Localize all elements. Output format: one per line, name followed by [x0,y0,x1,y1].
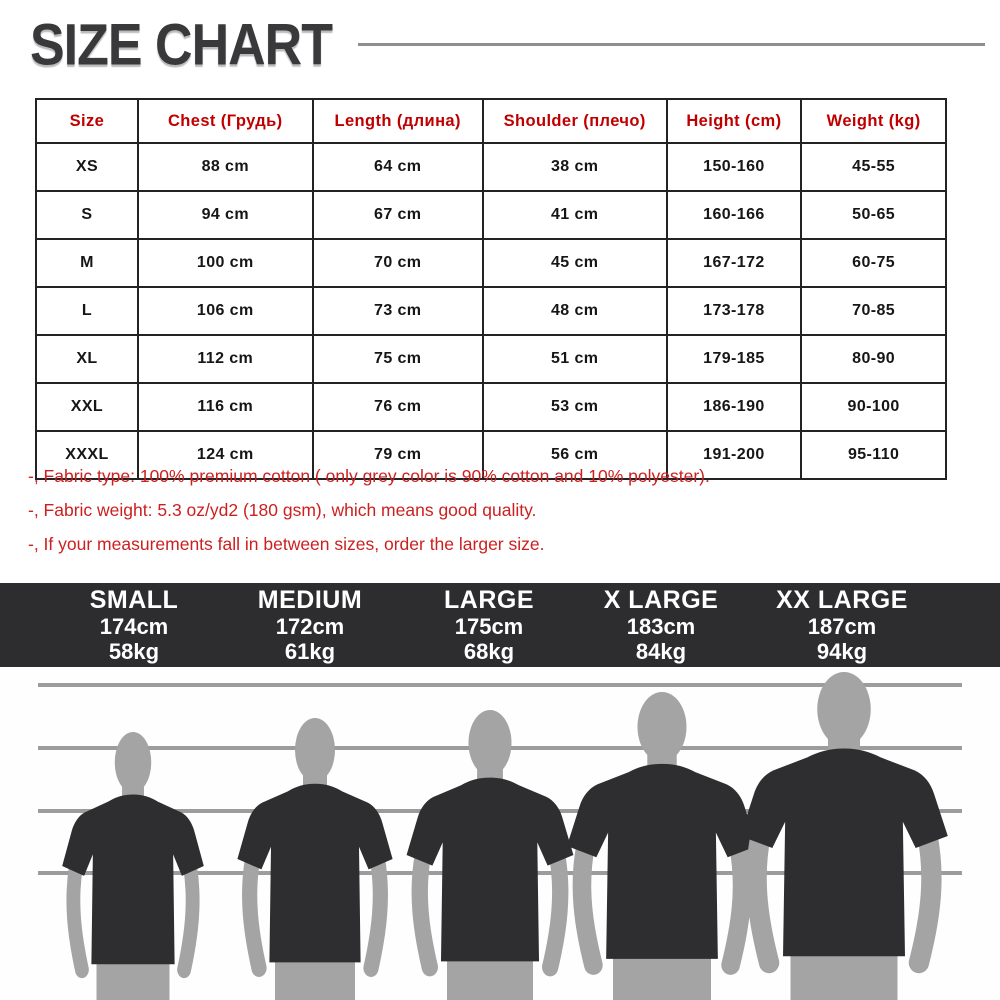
cell-length: 76 cm [313,383,483,431]
cell-height: 150-160 [667,143,802,191]
title-divider-line [358,43,985,46]
size-height: 187cm [807,614,877,639]
page-title: SIZE CHART [30,13,332,79]
person-silhouette-medium [235,718,395,1000]
cell-chest: 124 cm [138,431,313,479]
size-weight: 68kg [463,639,515,664]
cell-size: L [36,287,138,335]
note-line: -, Fabric type: 100% premium cotton ( only grey color is 90% cotton and 10% polyester). [28,466,710,486]
cell-shoulder: 38 cm [483,143,667,191]
col-header-weight: Weight (kg) [801,99,946,143]
size-weight: 84kg [635,639,687,664]
table-row [36,143,946,191]
table-row [36,287,946,335]
cell-weight: 95-110 [801,431,946,479]
size-name: LARGE [444,586,534,614]
table-row [36,191,946,239]
cell-chest: 88 cm [138,143,313,191]
cell-height: 179-185 [667,335,802,383]
band-label-medium [258,587,362,664]
cell-shoulder: 48 cm [483,287,667,335]
cell-length: 64 cm [313,143,483,191]
cell-length: 70 cm [313,239,483,287]
table-row [36,239,946,287]
size-weight: 94kg [816,639,868,664]
col-header-length: Length (длина) [313,99,483,143]
cell-chest: 100 cm [138,239,313,287]
cell-weight: 90-100 [801,383,946,431]
col-header-chest: Chest (Грудь) [138,99,313,143]
cell-chest: 112 cm [138,335,313,383]
band-label-xlarge [604,587,719,664]
cell-size: XL [36,335,138,383]
col-header-height: Height (cm) [667,99,802,143]
size-name: XX LARGE [776,586,908,614]
size-weight: 58kg [108,639,160,664]
cell-weight: 45-55 [801,143,946,191]
cell-shoulder: 41 cm [483,191,667,239]
table-header-row [36,99,946,143]
person-silhouette-large [404,710,576,1000]
size-weight: 61kg [284,639,336,664]
cell-height: 160-166 [667,191,802,239]
col-header-size: Size [36,99,138,143]
cell-size: XS [36,143,138,191]
cell-length: 73 cm [313,287,483,335]
size-height: 183cm [626,614,696,639]
size-table [35,98,947,480]
size-name: X LARGE [603,586,719,614]
cell-shoulder: 51 cm [483,335,667,383]
note-line: -, If your measurements fall in between sizes, order the larger size. [28,534,545,554]
size-height: 175cm [454,614,524,639]
person-silhouette-xxlarge [737,672,951,1000]
table-row [36,335,946,383]
height-lineup [0,667,1000,1000]
cell-height: 191-200 [667,431,802,479]
cell-chest: 106 cm [138,287,313,335]
table-row [36,383,946,431]
cell-shoulder: 53 cm [483,383,667,431]
cell-shoulder: 45 cm [483,239,667,287]
size-height: 172cm [275,614,345,639]
cell-length: 67 cm [313,191,483,239]
cell-weight: 60-75 [801,239,946,287]
cell-size: M [36,239,138,287]
size-height: 174cm [99,614,169,639]
cell-height: 173-178 [667,287,802,335]
size-name: SMALL [89,586,179,614]
size-name: MEDIUM [257,586,363,614]
cell-height: 186-190 [667,383,802,431]
person-silhouette-small [60,732,206,1000]
cell-chest: 116 cm [138,383,313,431]
band-label-large [444,587,534,664]
cell-size: S [36,191,138,239]
fabric-notes [28,466,980,568]
cell-size: XXXL [36,431,138,479]
cell-chest: 94 cm [138,191,313,239]
person-silhouette-xlarge [564,692,760,1000]
note-line: -, Fabric weight: 5.3 oz/yd2 (180 gsm), which means good quality. [28,500,537,520]
cell-weight: 80-90 [801,335,946,383]
col-header-shoulder: Shoulder (плечо) [483,99,667,143]
cell-length: 75 cm [313,335,483,383]
band-label-small [90,587,179,664]
size-guide-band [0,583,1000,667]
cell-weight: 50-65 [801,191,946,239]
cell-size: XXL [36,383,138,431]
cell-weight: 70-85 [801,287,946,335]
band-label-xxlarge [776,587,908,664]
cell-height: 167-172 [667,239,802,287]
cell-length: 79 cm [313,431,483,479]
cell-shoulder: 56 cm [483,431,667,479]
